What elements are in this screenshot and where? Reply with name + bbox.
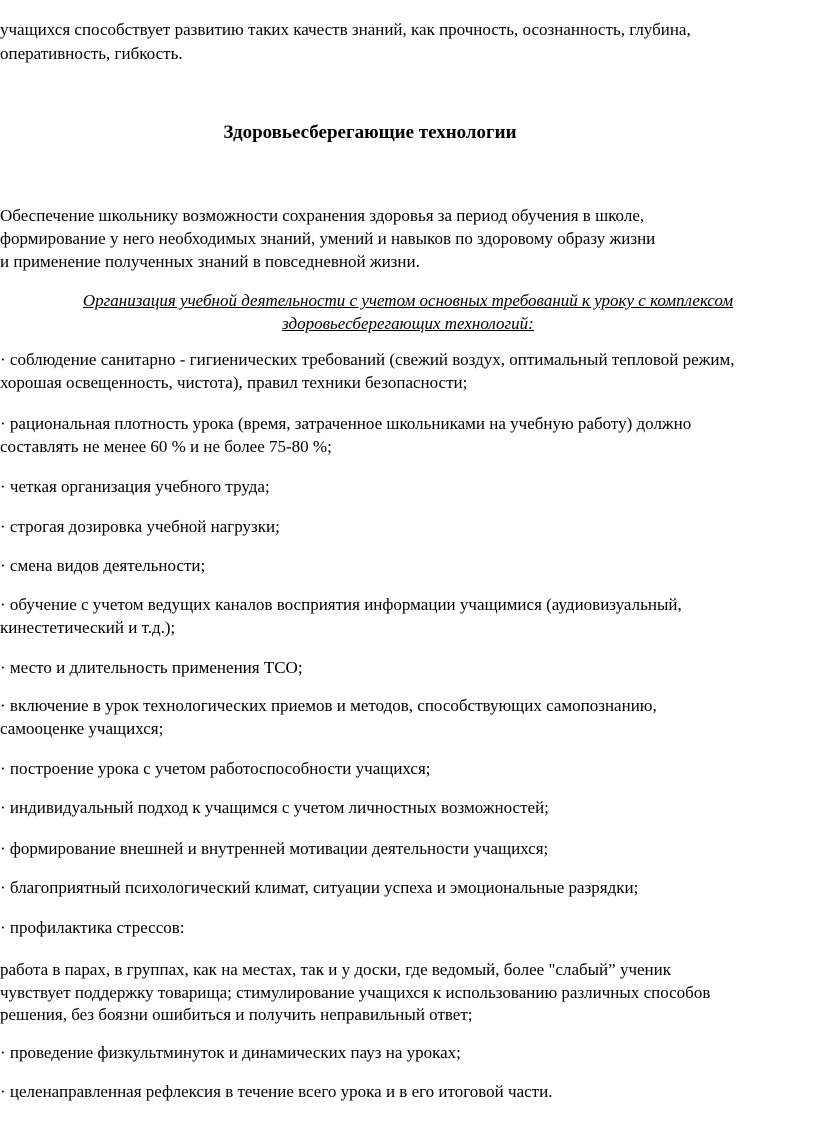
list-item: · целенаправленная рефлексия в течение всего урока и в его итоговой части. — [0, 1082, 553, 1101]
list-item: составлять не менее 60 % и не более 75-80 %; — [0, 437, 332, 456]
subtitle-line: Организация учебной деятельности с учетом основных требований к уроку с комплексом — [82, 291, 734, 310]
list-item: · рациональная плотность урока (время, затраченное школьниками на учебную работу) должно — [0, 414, 692, 433]
list-item: · формирование внешней и внутренней мотивации деятельности учащихся; — [0, 839, 549, 858]
list-item: · строгая дозировка учебной нагрузки; — [0, 517, 280, 536]
list-item: чувствует поддержку товарища; стимулирование учащихся к использованию различных способов — [0, 983, 711, 1002]
list-item: · соблюдение санитарно - гигиенических требований (свежий воздух, оптимальный тепловой режим, — [0, 350, 735, 369]
intro-line: учащихся способствует развитию таких качеств знаний, как прочность, осознанность, глубина, — [0, 20, 691, 39]
list-item: решения, без боязни ошибиться и получить неправильный ответ; — [0, 1005, 473, 1024]
list-item: самооценке учащихся; — [0, 719, 164, 738]
paragraph-line: формирование у него необходимых знаний, умений и навыков по здоровому образу жизни — [0, 229, 656, 248]
subtitle-line: здоровьесберегающих технологий: — [282, 314, 534, 333]
list-item: · место и длительность применения ТСО; — [0, 658, 303, 677]
list-item: · включение в урок технологических приемов и методов, способствующих самопознанию, — [0, 696, 657, 715]
list-item: · смена видов деятельности; — [0, 556, 206, 575]
list-item: кинестетический и т.д.); — [0, 618, 176, 637]
list-item: · проведение физкультминуток и динамических пауз на уроках; — [0, 1043, 461, 1062]
list-item: · профилактика стрессов: — [0, 918, 185, 937]
list-item: · благоприятный психологический климат, ситуации успеха и эмоциональные разрядки; — [0, 878, 639, 897]
paragraph-line: Обеспечение школьнику возможности сохранения здоровья за период обучения в школе, — [0, 206, 645, 225]
list-item: работа в парах, в группах, как на местах, так и у доски, где ведомый, более "слабый” ученик — [0, 960, 672, 979]
list-item: хорошая освещенность, чистота), правил техники безопасности; — [0, 373, 468, 392]
list-item: · четкая организация учебного труда; — [0, 477, 270, 496]
list-item: · построение урока с учетом работоспособности учащихся; — [0, 759, 431, 778]
list-item: · обучение с учетом ведущих каналов восприятия информации учащимися (аудиовизуальный, — [0, 595, 682, 614]
paragraph-line: и применение полученных знаний в повседневной жизни. — [0, 252, 420, 271]
section-title: Здоровьесберегающие технологии — [223, 122, 517, 143]
list-item: · индивидуальный подход к учащимся с учетом личностных возможностей; — [0, 798, 549, 817]
intro-line: оперативность, гибкость. — [0, 44, 183, 63]
